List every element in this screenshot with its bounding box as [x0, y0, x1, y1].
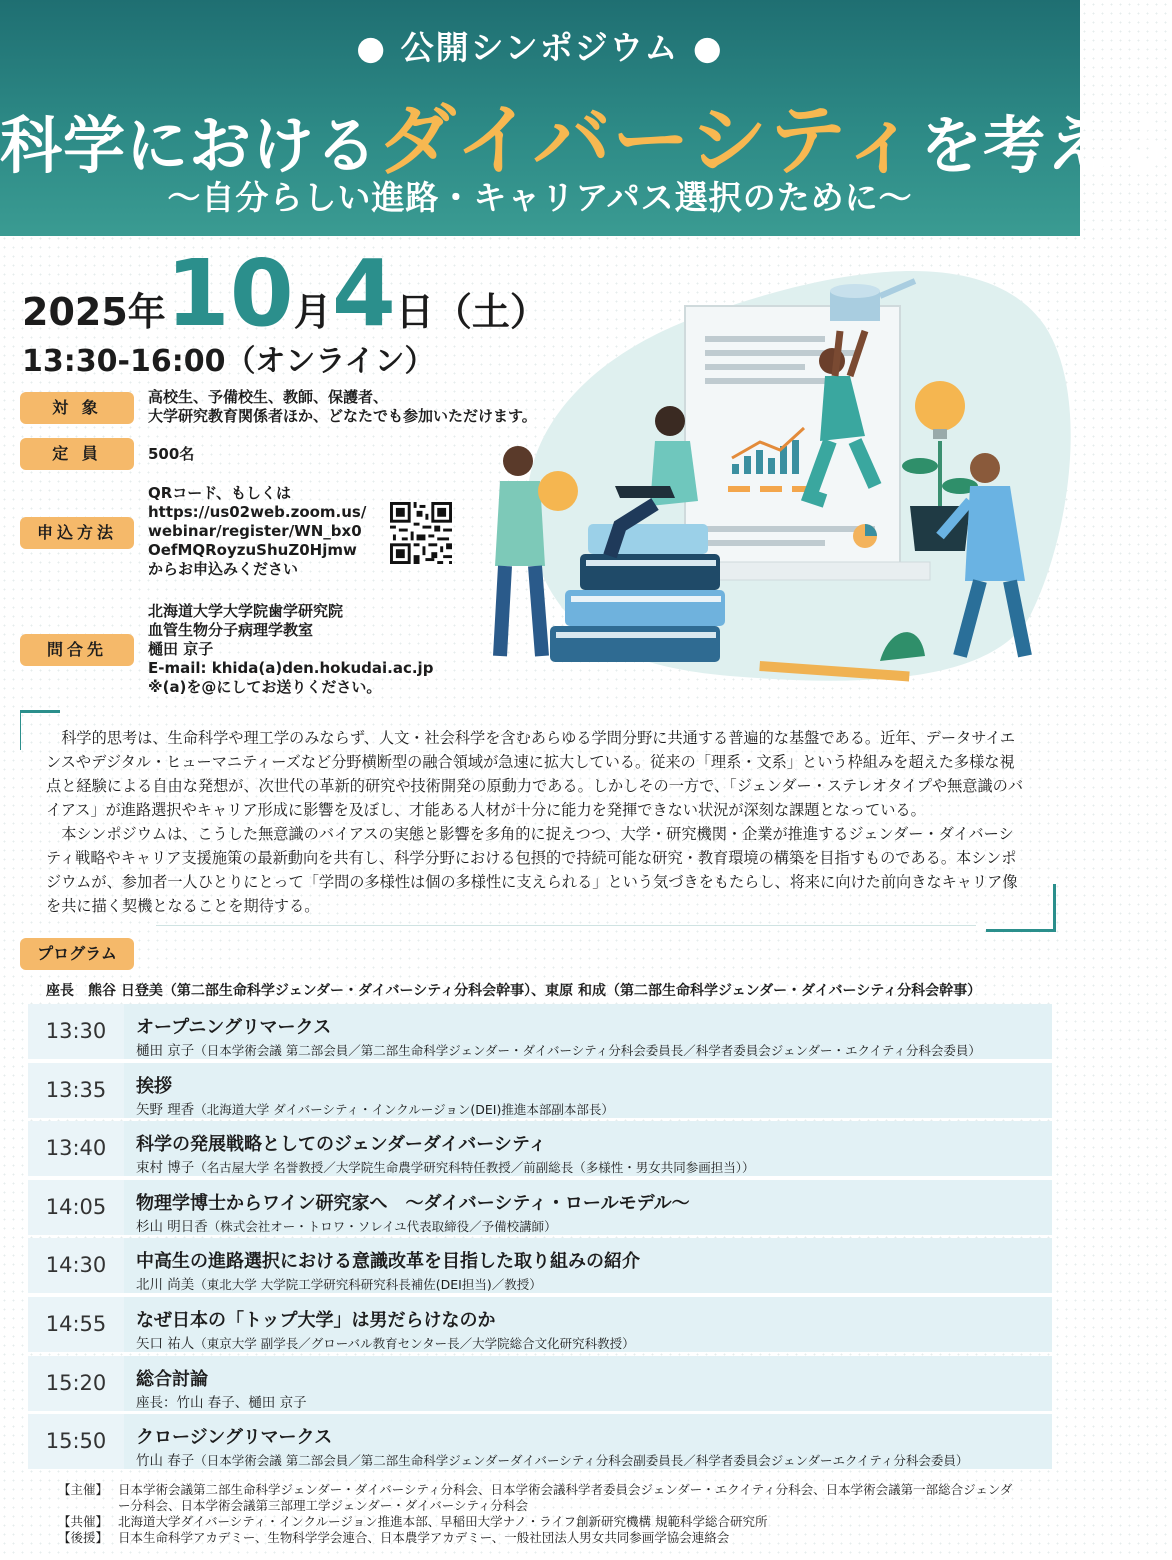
program-speaker [136, 1156, 755, 1176]
abstract [46, 726, 1028, 918]
program-speaker [136, 1273, 542, 1293]
event-time: 13:30-16:00（オンライン） [22, 344, 435, 379]
qr-code[interactable] [390, 502, 452, 564]
abstract-paragraph: 本シンポジウムは、こうした無意識のバイアスの実態と影響を多角的に捉えつつ、大学・研究機関・企業が推進するジェンダー・ダイバーシティ戦略やキャリア支援施策の最新動向を共有し、科学分野における包摂的で持続可能な研究・教育環境の構築を目指すものである。本シンポジウムが、参加者一人ひとりにとって「学問の多様性は個の多様性に支えられる」という気づきをもたらし、将来に向けた前向きなキャリア像を共に描く契機となることを期待する。 [46, 825, 1018, 915]
organizer-key: 【主催】 [58, 1482, 109, 1497]
diversity-illustration [470, 236, 1080, 696]
speaker-affil: （東京大学 副学長／グローバル教育センター長／大学院総合文化研究科教授） [194, 1335, 635, 1351]
program-chairs: 座長 熊谷 日登美（第二部生命科学ジェンダー・ダイバーシティ分科会幹事）、東原 和成（第二部生命科学ジェンダー・ダイバーシティ分科会幹事） [46, 983, 982, 999]
organizer-value: 北海道大学ダイバーシティ・インクルージョン推進本部、早稲田大学ナノ・ライフ創新研究機構 規範科学総合研究所 [118, 1514, 768, 1529]
organizer-key: 【共催】 [58, 1514, 109, 1529]
contact-text [148, 602, 433, 697]
program-speaker [136, 1039, 981, 1059]
speaker-name: 杉山 明日香 [136, 1218, 208, 1235]
program-title: クロージングリマークス [136, 1427, 333, 1449]
program-speaker [136, 1098, 614, 1118]
program-time: 15:50 [28, 1414, 124, 1469]
date-month-unit: 月 [293, 290, 332, 334]
event-type: ● 公開シンポジウム ● [356, 28, 724, 67]
title-post: を考える [920, 109, 1172, 182]
program-speaker [136, 1215, 557, 1235]
apply-url-line[interactable]: webinar/register/WN_bx0 [148, 522, 362, 540]
apply-line: QRコード、もしくは [148, 484, 291, 502]
speaker-name: 座長：竹山 春子、樋田 京子 [136, 1394, 307, 1411]
event-date [22, 240, 548, 347]
apply-url-line[interactable]: OefMQRoyzuShuZ0Hjmw [148, 541, 357, 559]
program-title: 物理学博士からワイン研究家へ 〜ダイバーシティ・ロールモデル〜 [136, 1192, 690, 1214]
program-time: 13:40 [28, 1121, 124, 1176]
program-time: 14:30 [28, 1238, 124, 1293]
contact-line: 樋田 京子 [148, 640, 214, 658]
program-row [28, 1356, 1052, 1411]
speaker-name: 北川 尚美 [136, 1277, 195, 1294]
program-row [28, 1238, 1052, 1293]
subtitle: 〜自分らしい進路・キャリアパス選択のために〜 [167, 178, 913, 217]
program-row [28, 1004, 1052, 1059]
speaker-affil: （東北大学 大学院工学研究科研究科長補佐(DEI担当)／教授） [194, 1277, 542, 1293]
speaker-affil: （日本学術会議 第二部会員／第二部生命科学ジェンダーダイバーシティ分科会副委員長／科学者委員会ジェンダーエクイティ分科会委員） [194, 1453, 969, 1469]
program-row [28, 1297, 1052, 1352]
date-day-unit: 日（土） [395, 290, 548, 334]
program-tag: プログラム [20, 938, 134, 970]
apply-url-line[interactable]: https://us02web.zoom.us/ [148, 503, 367, 521]
header-banner [0, 0, 1172, 236]
capacity-text: 500名 [148, 445, 195, 463]
contact-tag: 問合先 [20, 634, 134, 666]
program-speaker [136, 1332, 635, 1352]
speaker-name: 束村 博子 [136, 1160, 195, 1177]
speaker-name: 竹山 春子 [136, 1453, 195, 1470]
target-line: 高校生、予備校生、教師、保護者、 [148, 388, 389, 406]
organizer-row [58, 1514, 1018, 1530]
program-title: 総合討論 [136, 1368, 208, 1390]
program-time: 13:30 [28, 1004, 124, 1059]
title-pre: 科学における [0, 109, 379, 182]
date-year: 2025年 [22, 290, 166, 334]
program-speaker [136, 1449, 968, 1469]
apply-text [148, 484, 366, 579]
organizers [58, 1482, 1018, 1546]
target-tag: 対 象 [20, 392, 134, 424]
program-time: 14:55 [28, 1297, 124, 1352]
organizer-value: 日本学術会議第二部生命科学ジェンダー・ダイバーシティ分科会、日本学術会議科学者委員会ジェンダー・エクイティ分科会、日本学術会議第一部総合ジェンダー分科会、日本学術会議第三部理工学ジェンダー・ダイバーシティ分科会 [118, 1482, 1013, 1513]
contact-line: 北海道大学大学院歯学研究院 [148, 602, 344, 620]
program-row [28, 1063, 1052, 1118]
title-highlight: ダイバーシティ [378, 96, 921, 186]
speaker-affil: （名古屋大学 名誉教授／大学院生命農学研究科特任教授／前副総長（多様性・男女共同参画担当）） [194, 1160, 755, 1176]
organizer-value: 日本生命科学アカデミー、生物科学学会連合、日本農学アカデミー、一般社団法人男女共同参画学協会連絡会 [118, 1530, 730, 1545]
program-title: オープニングリマークス [136, 1017, 332, 1038]
organizer-key: 【後援】 [58, 1530, 109, 1545]
speaker-name: 矢口 祐人 [136, 1335, 195, 1352]
date-month: 10 [165, 240, 294, 347]
target-line: 大学研究教育関係者ほか、どなたでも参加いただけます。 [148, 407, 537, 425]
speaker-name: 矢野 理香 [136, 1101, 195, 1118]
apply-tag: 申込方法 [20, 517, 134, 549]
organizer-row [58, 1482, 1018, 1514]
program-time: 14:05 [28, 1180, 124, 1235]
capacity-tag: 定 員 [20, 438, 134, 470]
abstract-paragraph: 科学的思考は、生命科学や理工学のみならず、人文・社会科学を含むあらゆる学問分野に共通する普遍的な基盤である。近年、データサイエンスやデジタル・ヒューマニティーズなど分野横断型の融合領域が急速に拡大している。従来の「理系・文系」という枠組みを超えた多様な視点と経験による自由な発想が、次世代の革新的研究や技術開発の原動力である。しかしその一方で、「ジェンダー・ステレオタイプや無意識のバイアス」が進路選択やキャリア形成に影響を及ぼし、才能ある人材が十分に能力を発揮できない状況が深刻な課題となっている。 [46, 729, 1024, 819]
program-title: 中高生の進路選択における意識改革を目指した取り組みの紹介 [136, 1251, 640, 1273]
speaker-affil: （日本学術会議 第二部会員／第二部生命科学ジェンダー・ダイバーシティ分科会委員長／科学者委員会ジェンダー・エクイティ分科会委員） [194, 1043, 981, 1058]
program-title: 科学の発展戦略としてのジェンダーダイバーシティ [136, 1134, 547, 1156]
program-title: 挨拶 [136, 1075, 172, 1097]
date-day: 4 [331, 240, 396, 347]
program-time: 15:20 [28, 1356, 124, 1411]
contact-email[interactable]: E-mail: khida(a)den.hokudai.ac.jp [148, 659, 434, 677]
apply-line: からお申込みください [148, 560, 299, 578]
contact-line: ※(a)を@にしてお送りください。 [148, 678, 382, 696]
program-row [28, 1180, 1052, 1235]
program-row [28, 1121, 1052, 1176]
contact-line: 血管生物分子病理学教室 [148, 621, 314, 639]
speaker-affil: （北海道大学 ダイバーシティ・インクルージョン(DEI)推進本部副本部長） [194, 1101, 614, 1117]
program-list [28, 1004, 1052, 1473]
program-time: 13:35 [28, 1063, 124, 1118]
organizer-row [58, 1530, 1018, 1546]
speaker-affil: （株式会社オー・トロワ・ソレイユ代表取締役／予備校講師） [207, 1218, 557, 1234]
program-title: なぜ日本の「トップ大学」は男だらけなのか [136, 1309, 496, 1331]
program-speaker [136, 1391, 307, 1411]
program-row [28, 1414, 1052, 1469]
speaker-name: 樋田 京子 [136, 1043, 195, 1059]
